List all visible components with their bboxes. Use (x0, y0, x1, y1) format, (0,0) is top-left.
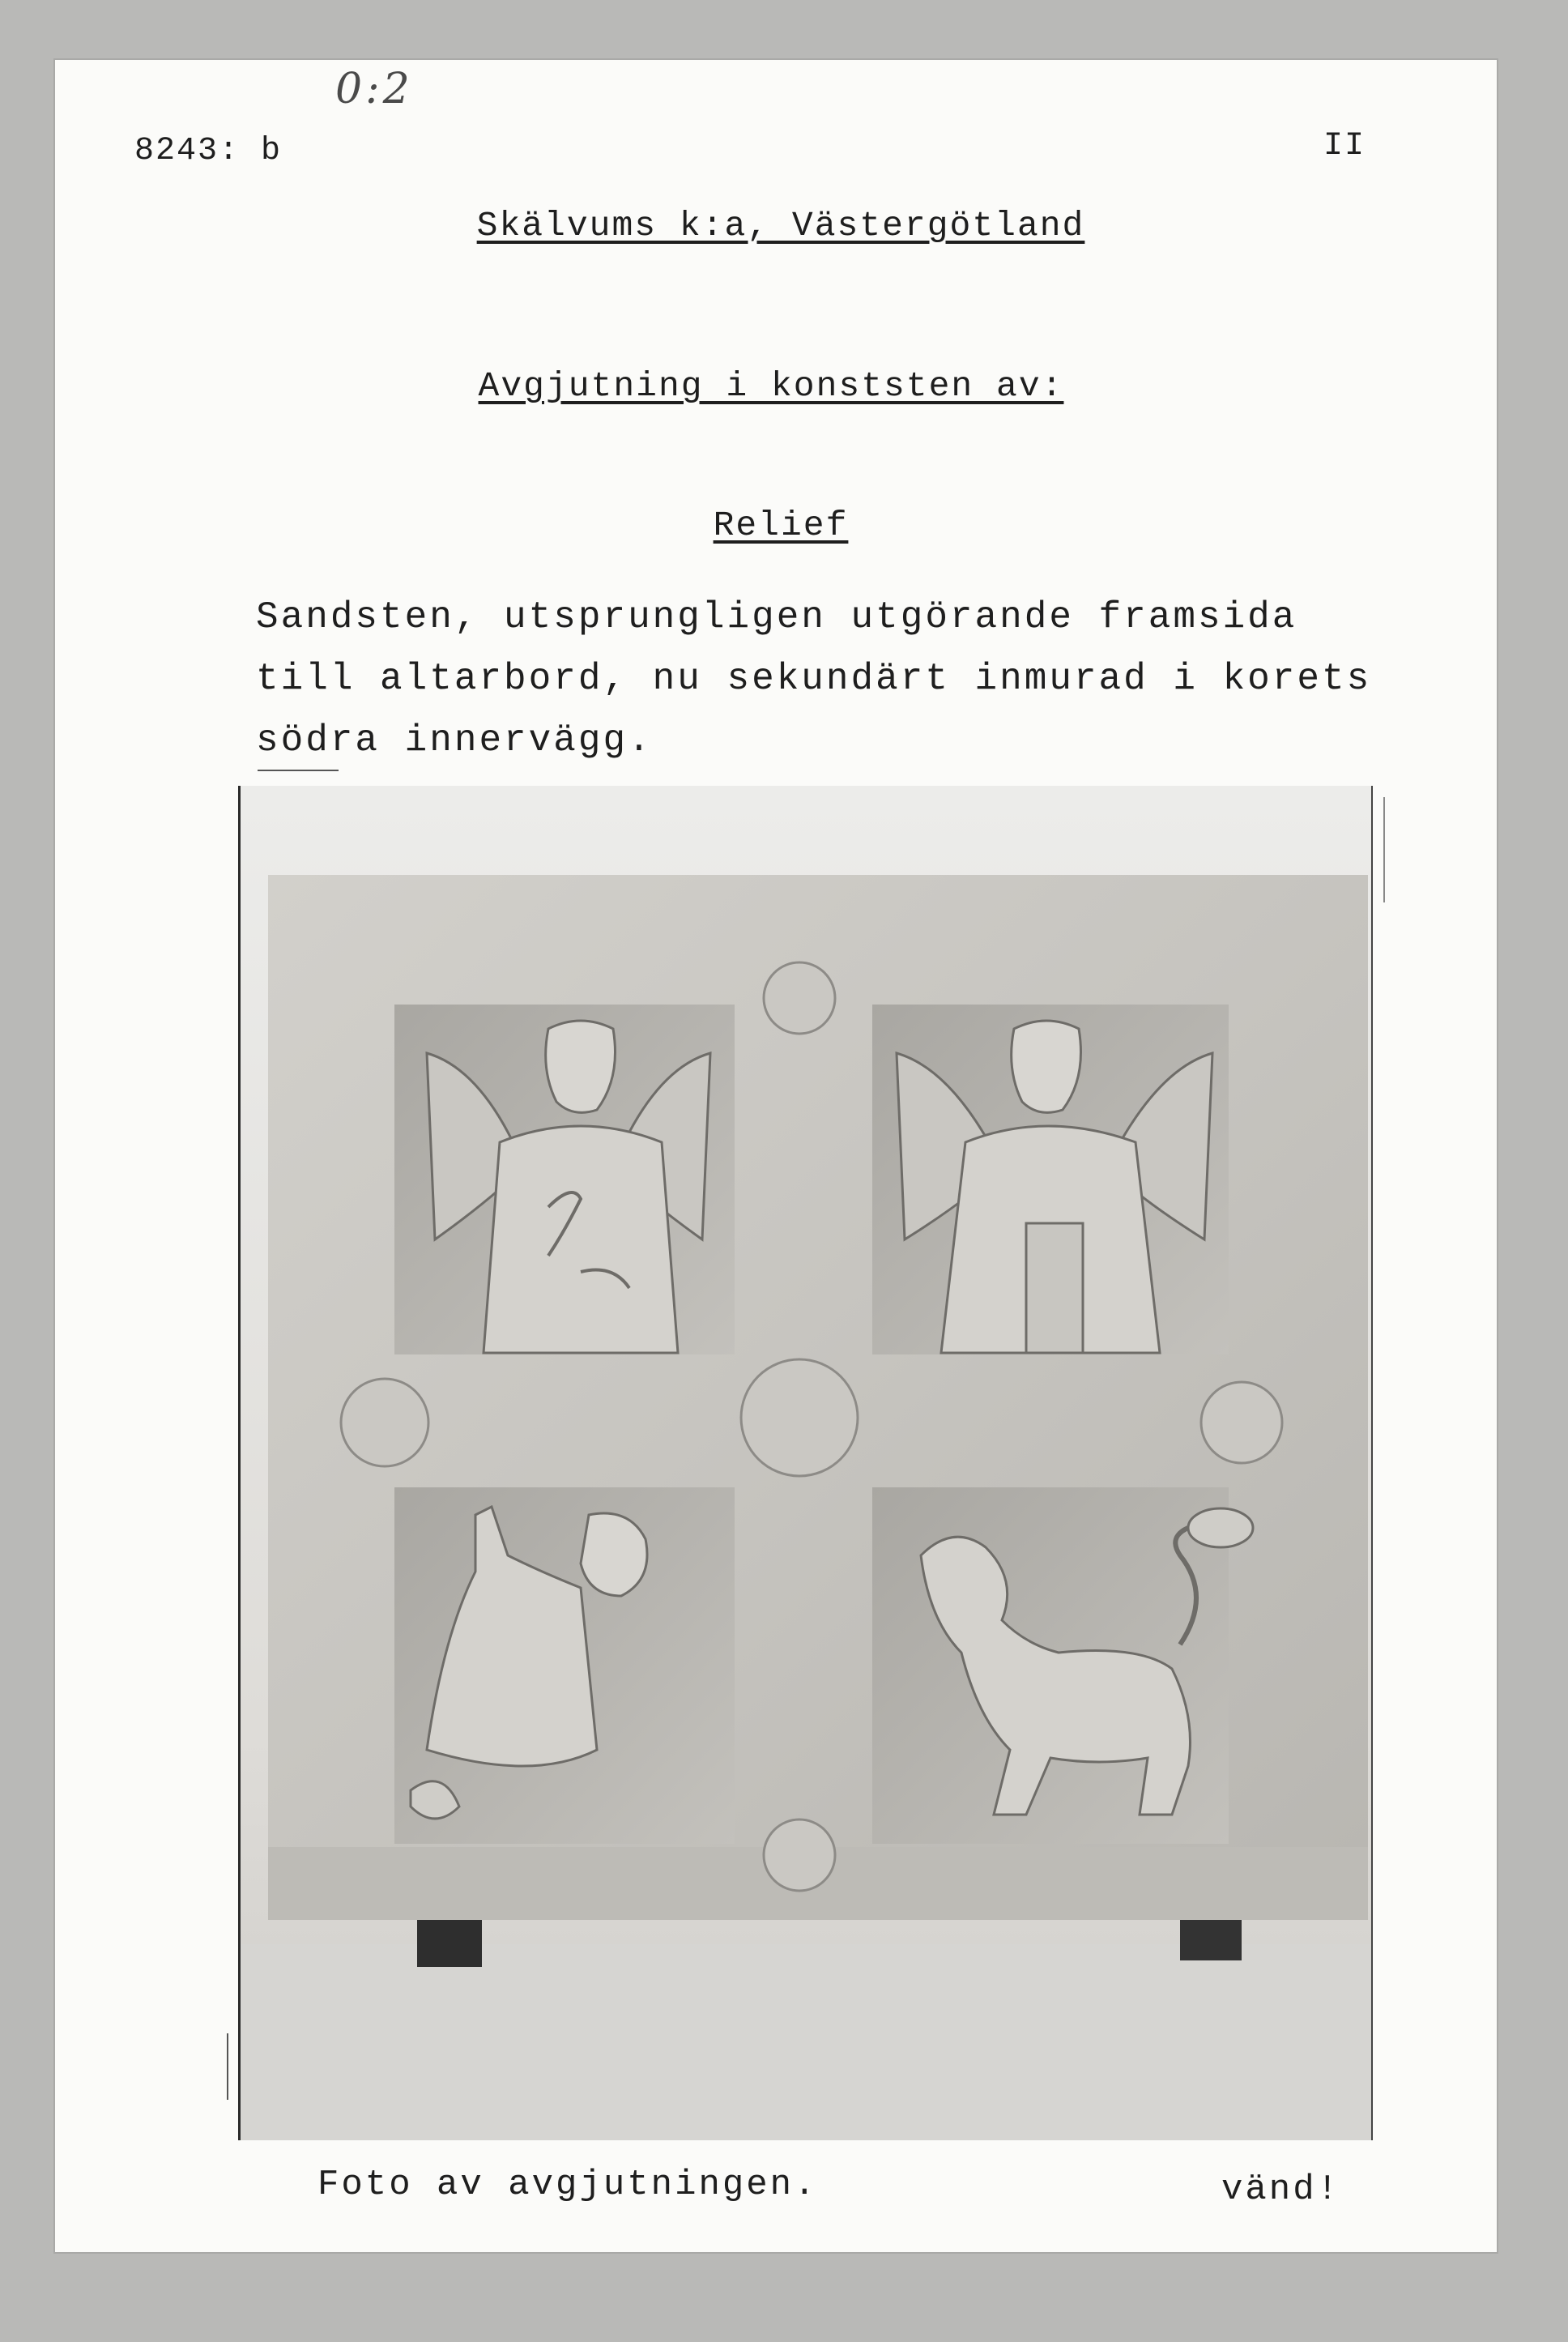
description-line: Sandsten, utsprungligen utgörande framsida (256, 596, 1297, 638)
archive-card (55, 60, 1497, 2252)
pencil-mark (227, 2033, 228, 2100)
panel-lower-right (872, 1487, 1253, 1844)
cast-subtitle: Avgjutning i konststen av: (478, 366, 1064, 406)
panel-upper-right (872, 1005, 1229, 1354)
panel-lower-left (394, 1487, 735, 1844)
center-roundel (741, 1359, 858, 1476)
description-line: södra innervägg. (256, 719, 653, 761)
accession-number: 8243: b (134, 133, 283, 169)
object-title: Relief (713, 506, 849, 545)
part-number: II (1323, 128, 1366, 164)
church-heading: Skälvums k:a, Västergötland (476, 206, 1085, 245)
pencil-mark (1383, 797, 1385, 902)
photo-caption: Foto av avgjutningen. (317, 2165, 818, 2205)
turn-note: vänd! (1221, 2169, 1341, 2210)
description-line: till altarbord, nu sekundärt inmurad i korets (256, 658, 1372, 700)
pencil-mark (258, 770, 339, 771)
relief-photograph (238, 786, 1373, 2140)
handwritten-note: 0:2 (335, 65, 413, 113)
panel-upper-left (394, 1005, 735, 1354)
relief-illustration (241, 786, 1371, 2140)
description (256, 587, 1455, 771)
